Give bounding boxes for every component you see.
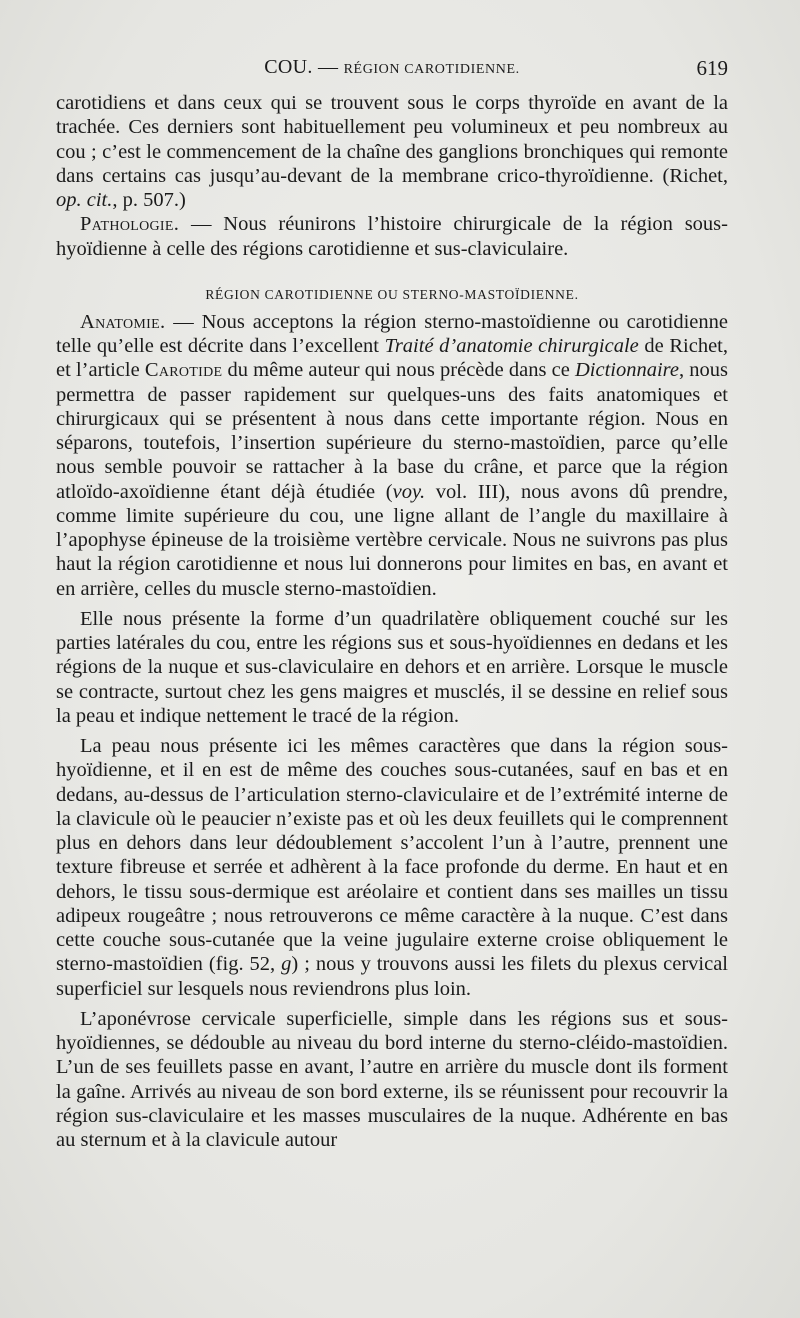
anatomie-voy: voy. [392, 480, 426, 503]
anatomie-label: Anatomie. [80, 310, 166, 333]
p1-end: , p. 507.) [112, 189, 186, 211]
paragraph-pathologie [56, 212, 728, 261]
anatomie-dictionnaire: Dictionnaire [574, 359, 679, 382]
p1-text: carotidiens et dans ceux qui se trouvent sous le corps thyroïde en avant de la trachée. Ces derniers sont habituellement peu volumineux et peu nombreux au cou ; c’est le commencement de la chaîne des ganglions bronchiques qui remonte dans certains cas jusqu’au-devant de la membrane crico-thyroïdienne. (Richet, [56, 92, 728, 187]
paragraph-anatomie [56, 310, 728, 601]
anatomie-carotide: Carotide [144, 359, 223, 382]
pathologie-text: — Nous réunirons l’histoire chirurgicale de la région sous-hyoïdienne à celle des régions carotidienne et sus-claviculaire. [56, 213, 728, 260]
anatomie-traite-title: Traité d’anatomie chirurgicale [384, 335, 639, 357]
page-number: 619 [696, 56, 728, 80]
running-head [56, 56, 728, 79]
peau-fig-ref: g [281, 953, 292, 976]
anatomie-text-b: de Richet, et l’article [56, 335, 728, 382]
running-head-main: COU. — [264, 56, 344, 78]
anatomie-text-d: , nous permettra de passer rapidement sur quelques-uns des faits anatomiques et chirurgicaux qui se présentent à nous dans cette importante région. Nous en séparons, toutefois, l’insertion supérieure du sterno-mastoïdien, parce qu’elle nous semble pouvoir se rattacher à la base du crâne, et parce que la région atloïdo-axoïdienne étant déjà étudiée ( [56, 359, 729, 503]
p1-citation: op. cit. [56, 189, 113, 211]
peau-text-a: La peau nous présente ici les mêmes caractères que dans la région sous-hyoïdienne, et il en est de même des couches sous-cutanées, sauf en bas et en dedans, au-dessus de l’articulation sterno-claviculaire et de l’extrémité interne de la clavicule où le peaucier n’existe pas et où les deux feuillets qui le comprennent plus en dehors dans leur dédoublement s’accolent l’un à l’autre, prennent une texture fibreuse et serrée et adhèrent à la face profonde du derme. En haut et en dehors, le tissu sous-dermique est aréolaire et contient dans ses mailles un tissu adipeux rougeâtre ; nous retrouverons ce même caractère à la nuque. C’est dans cette couche sous-cutanée que la veine jugulaire externe croise obliquement le sterno-mastoïdien (fig. 52, [56, 735, 728, 976]
anatomie-text-a: — Nous acceptons la région sterno-mastoïdienne ou carotidienne telle qu’elle est décrite dans l’excellent [56, 310, 728, 357]
section-title: RÉGION CAROTIDIENNE OU STERNO-MASTOÏDIENNE. [205, 286, 579, 302]
paragraph-continuation [56, 91, 728, 212]
anatomie-text-c: du même auteur qui nous précède dans ce [222, 359, 575, 382]
paragraph-peau [56, 734, 728, 1001]
pathologie-label: Pathologie. [80, 213, 180, 236]
running-head-region: RÉGION CAROTIDIENNE. [343, 62, 520, 77]
peau-text-b: ) ; nous y trouvons aussi les filets du plexus cervical superficiel sur lesquels nous reviendrons plus loin. [56, 953, 729, 1000]
page-header [56, 56, 728, 86]
paragraph-aponevrose: L’aponévrose cervicale superficielle, simple dans les régions sus et sous-hyoïdiennes, se dédouble au niveau du bord interne du sterno-cléido-mastoïdien. L’un de ses feuillets passe en avant, l’autre en arrière du muscle dont ils forment la gaîne. Arrivés au niveau de son bord externe, ils se réunissent pour recouvrir la région sus-claviculaire et les masses musculaires de la nuque. Adhérente en bas au sternum et à la clavicule autour [56, 1007, 728, 1151]
anatomie-text-e: vol. III), nous avons dû prendre, comme limite supérieure du cou, une ligne allant de l’angle du maxillaire à l’apophyse épineuse de la troisième vertèbre cervicale. Nous ne suivrons pas plus haut la région carotidienne et nous lui donnerons pour limites en bas, en avant et en arrière, celles du muscle sterno-mastoïdien. [56, 480, 728, 600]
body-text [56, 91, 728, 1152]
paragraph-quadrilatere: Elle nous présente la forme d’un quadrilatère obliquement couché sur les parties latérales du cou, entre les régions sus et sous-hyoïdiennes en dedans et les régions de la nuque et sus-claviculaire en dehors et en arrière. Lorsque le muscle se contracte, surtout chez les gens maigres et musclés, il se dessine en relief sous la peau et indique nettement le tracé de la région. [56, 607, 728, 727]
